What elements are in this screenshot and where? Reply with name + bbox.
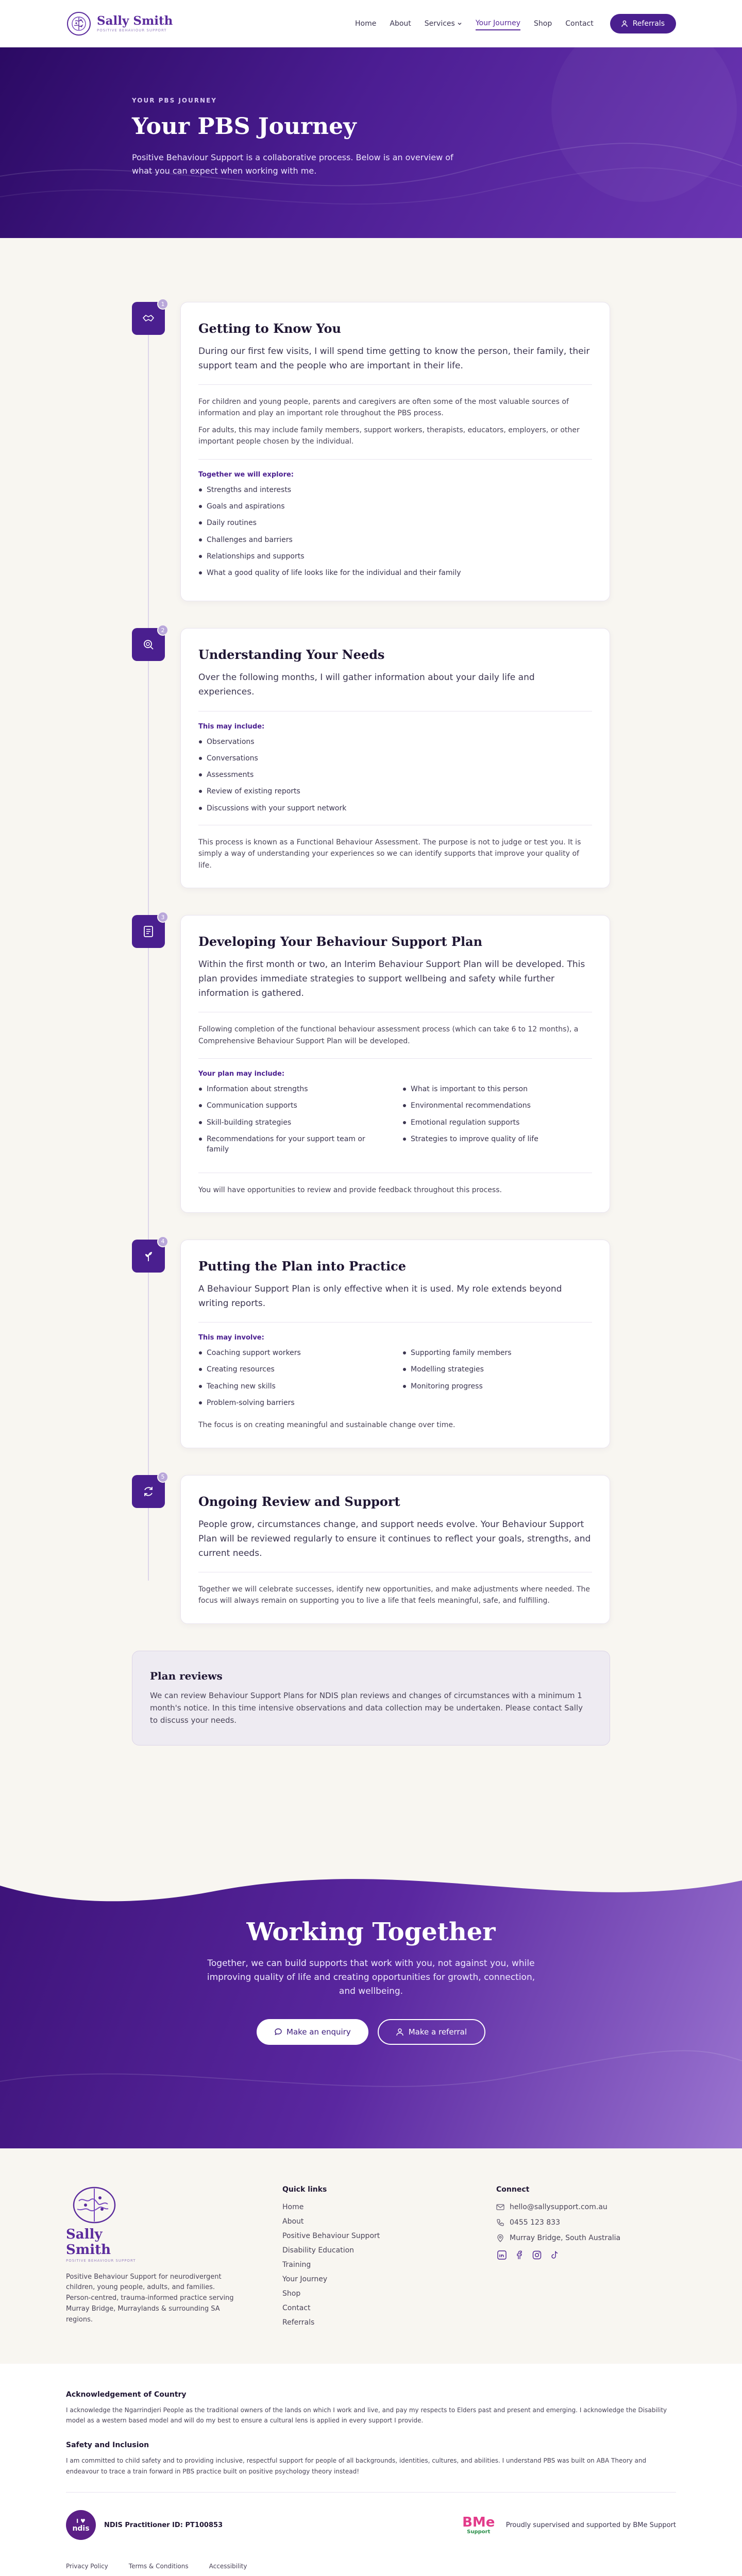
step-card <box>180 1475 610 1624</box>
make-referral-button[interactable] <box>378 2019 485 2045</box>
footer-email[interactable] <box>496 2203 671 2211</box>
step-list <box>402 1084 592 1161</box>
chevron-down-icon <box>457 21 462 26</box>
step-number: 2 <box>157 624 168 636</box>
journey-step <box>132 302 610 601</box>
step-lead: A Behaviour Support Plan is only effective when it is used. My role extends beyond writing reports. <box>198 1283 562 1309</box>
footer-description: Positive Behaviour Support for neurodivergent children, young people, adults, and families. Person-centred, trauma-informed practice serving Murray Bridge, Murraylands & surrounding SA regions. <box>66 2273 234 2324</box>
step-list <box>198 1348 388 1414</box>
ndis-logo-heart-text: I ♥ <box>76 2517 86 2524</box>
list-item: Teaching new skills <box>198 1381 388 1392</box>
user-plus-icon <box>621 20 629 27</box>
footer-link-home[interactable]: Home <box>282 2202 304 2211</box>
make-enquiry-label: Make an enquiry <box>286 2027 351 2037</box>
step-paragraph: You will have opportunities to review and provide feedback throughout this process. <box>198 1185 502 1194</box>
list-item: Environmental recommendations <box>402 1100 592 1111</box>
list-item: Challenges and barriers <box>198 535 592 545</box>
nav-your-journey[interactable]: Your Journey <box>476 17 520 30</box>
list-item: Conversations <box>198 753 592 764</box>
list-item: Modelling strategies <box>402 1364 592 1375</box>
step-icon-box <box>132 915 165 948</box>
document-icon <box>142 925 155 938</box>
step-subheading: This may involve: <box>198 1334 264 1342</box>
list-item: Assessments <box>198 770 592 780</box>
step-number: 1 <box>157 298 168 310</box>
list-item: Strategies to improve quality of life <box>402 1134 592 1144</box>
footer-link-shop[interactable]: Shop <box>282 2289 301 2298</box>
step-list <box>198 485 592 579</box>
ack-text: I acknowledge the Ngarrindjeri People as the traditional owners of the lands on which I work and live, and pay my respects to Elders past and present and emerging. I acknowledge the Disability model as a western based model and will do my best to ensure a cultural lens is applied in every support I provide. <box>66 2406 667 2424</box>
step-card <box>180 302 610 601</box>
footer-link-contact[interactable]: Contact <box>282 2303 311 2312</box>
journey-step <box>132 1240 610 1448</box>
connect-heading: Connect <box>496 2185 530 2194</box>
bme-logo-sub: Support <box>467 2529 491 2535</box>
site-footer <box>0 2148 742 2576</box>
footer-logo[interactable] <box>66 2185 138 2263</box>
hero-banner <box>0 47 742 238</box>
footer-link-pbs[interactable]: Positive Behaviour Support <box>282 2231 380 2240</box>
user-plus-icon <box>396 2028 404 2036</box>
referrals-label: Referrals <box>632 19 665 28</box>
facebook-icon[interactable] <box>514 2249 525 2261</box>
map-pin-icon <box>496 2234 504 2242</box>
footer-phone[interactable] <box>496 2218 671 2227</box>
main-nav <box>355 14 676 33</box>
refresh-icon <box>142 1485 155 1498</box>
accreditation-logos <box>66 2492 676 2557</box>
list-item: What is important to this person <box>402 1084 592 1094</box>
step-title: Putting the Plan into Practice <box>198 1258 407 1274</box>
list-item: Daily routines <box>198 518 592 528</box>
search-icon <box>142 638 155 651</box>
quick-links-heading: Quick links <box>282 2185 327 2194</box>
step-icon-box <box>132 628 165 661</box>
step-icon-box <box>132 1475 165 1508</box>
list-item: Review of existing reports <box>198 786 592 796</box>
ndis-practitioner-id: NDIS Practitioner ID: PT100853 <box>104 2521 223 2529</box>
list-item: What a good quality of life looks like for the individual and their family <box>198 568 592 578</box>
list-item: Skill-building strategies <box>198 1117 388 1128</box>
list-item: Information about strengths <box>198 1084 388 1094</box>
handshake-icon <box>142 312 155 325</box>
list-item: Observations <box>198 737 592 747</box>
step-lead: During our first few visits, I will spend time getting to know the person, their family, their support team and the people who are important in their life. <box>198 346 590 371</box>
step-title: Getting to Know You <box>198 321 341 336</box>
step-icon-box <box>132 302 165 335</box>
nav-home[interactable]: Home <box>355 19 377 28</box>
list-item: Supporting family members <box>402 1348 592 1358</box>
list-item: Coaching support workers <box>198 1348 388 1358</box>
divider <box>198 1322 592 1323</box>
journey-step <box>132 915 610 1213</box>
cta-section <box>0 1860 742 2148</box>
privacy-policy-link[interactable]: Privacy Policy <box>66 2563 108 2570</box>
list-item: Relationships and supports <box>198 551 592 562</box>
safety-title: Safety and Inclusion <box>66 2441 149 2450</box>
footer-logo-tagline: POSITIVE BEHAVIOUR SUPPORT <box>66 2258 136 2263</box>
footer-location <box>496 2234 671 2242</box>
step-paragraph: For children and young people, parents and caregivers are often some of the most valuable sources of information and play an important role throughout the PBS process. <box>198 398 569 418</box>
email-text: hello@sallysupport.com.au <box>510 2202 608 2211</box>
bme-support-logo <box>459 2510 499 2540</box>
step-paragraph: Together we will celebrate successes, identify new opportunities, and make adjustments where needed. The focus will always remain on supporting you to live a life that feels meaningful, safe, and fulfilling. <box>198 1585 590 1605</box>
step-paragraph: For adults, this may include family members, support workers, therapists, educators, employers, or other important people chosen by the individual. <box>198 426 580 446</box>
step-list <box>198 1084 388 1161</box>
list-item: Emotional regulation supports <box>402 1117 592 1128</box>
acknowledgement-section <box>0 2364 742 2576</box>
safety-text: I am committed to child safety and to providing inclusive, respectful support for people of all backgrounds, identities, cultures, and abilities. I understand PBS was built on ABA Theory and endeavour to trace a train forward in PBS practice built on positive psychology theory instead! <box>66 2457 647 2475</box>
brain-logo-icon <box>66 11 92 37</box>
list-item: Recommendations for your support team or family <box>198 1134 388 1155</box>
step-number: 5 <box>157 1471 168 1483</box>
list-item: Communication supports <box>198 1100 388 1111</box>
step-title: Ongoing Review and Support <box>198 1494 400 1509</box>
journey-timeline <box>132 238 610 1745</box>
step-lead: People grow, circumstances change, and support needs evolve. Your Behaviour Support Plan will be reviewed regularly to ensure it continues to reflect your goals, strengths, and current needs. <box>198 1519 591 1558</box>
logo-tagline: POSITIVE BEHAVIOUR SUPPORT <box>97 28 167 33</box>
footer-link-referrals[interactable]: Referrals <box>282 2318 315 2327</box>
phone-icon <box>496 2218 504 2227</box>
step-paragraph: This process is known as a Functional Behaviour Assessment. The purpose is not to judge or test you. It is simply a way of understanding your experiences so we can identify supports that improve your quality of life. <box>198 838 581 870</box>
instagram-icon[interactable] <box>531 2249 543 2261</box>
step-title: Understanding Your Needs <box>198 647 385 663</box>
step-lead: Within the first month or two, an Interim Behaviour Support Plan will be developed. This plan provides immediate strategies to support wellbeing and safety while further information is gathered. <box>198 959 585 999</box>
chat-bubble-icon <box>274 2028 282 2036</box>
site-header <box>0 0 742 47</box>
ndis-logo <box>66 2510 96 2540</box>
list-item: Strengths and interests <box>198 485 592 495</box>
divider <box>198 1058 592 1059</box>
step-number: 3 <box>157 911 168 923</box>
step-title: Developing Your Behaviour Support Plan <box>198 934 483 950</box>
nav-services[interactable] <box>425 18 462 30</box>
nav-shop[interactable]: Shop <box>534 19 552 28</box>
tiktok-icon[interactable] <box>549 2249 560 2261</box>
step-subheading: Together we will explore: <box>198 470 294 479</box>
mail-icon <box>496 2204 504 2211</box>
site-logo[interactable] <box>66 11 173 37</box>
journey-step <box>132 628 610 888</box>
step-card <box>180 915 610 1213</box>
sprout-icon <box>142 1249 155 1263</box>
legal-links <box>66 2557 676 2576</box>
nav-about[interactable]: About <box>390 19 411 28</box>
step-subheading: Your plan may include: <box>198 1070 285 1078</box>
make-enquiry-button[interactable] <box>257 2019 368 2045</box>
journey-step <box>132 1475 610 1624</box>
plan-reviews-text: We can review Behaviour Support Plans for NDIS plan reviews and changes of circumstances with a minimum 1 month's notice. In this time intensive observations and data collection may be undertaken. Please contact Sally to discuss your needs. <box>150 1690 583 1725</box>
step-icon-box <box>132 1240 165 1273</box>
terms-link[interactable]: Terms & Conditions <box>128 2563 189 2570</box>
list-item: Monitoring progress <box>402 1381 592 1392</box>
phone-text: 0455 123 833 <box>510 2218 560 2227</box>
accessibility-link[interactable]: Accessibility <box>209 2563 247 2570</box>
step-lead: Over the following months, I will gather information about your daily life and experiences. <box>198 672 535 698</box>
step-list <box>402 1348 592 1414</box>
plan-reviews-title: Plan reviews <box>150 1669 223 1682</box>
nav-services-label: Services <box>424 19 455 28</box>
logo-name: Sally Smith <box>97 13 173 28</box>
social-links <box>496 2249 671 2261</box>
list-item: Discussions with your support network <box>198 803 592 814</box>
footer-link-about[interactable]: About <box>282 2217 304 2226</box>
step-card <box>180 628 610 888</box>
cta-title: Working Together <box>246 1917 496 1946</box>
cta-text: Together, we can build supports that work with you, not against you, while improving quality of life and creating opportunities for growth, connection, and wellbeing. <box>207 1958 535 1996</box>
step-paragraph: Following completion of the functional behaviour assessment process (which can take 6 to 12 months), a Comprehensive Behaviour Support Plan will be developed. <box>198 1025 579 1045</box>
hero-eyebrow: YOUR PBS JOURNEY <box>132 97 217 104</box>
hero-description: Positive Behaviour Support is a collaborative process. Below is an overview of what you can expect when working with me. <box>132 152 453 176</box>
make-referral-label: Make a referral <box>408 2027 467 2037</box>
step-number: 4 <box>157 1236 168 1247</box>
linkedin-icon[interactable] <box>496 2249 508 2261</box>
list-item: Problem-solving barriers <box>198 1398 388 1408</box>
plan-reviews-box <box>132 1651 610 1745</box>
bme-support-text: Proudly supervised and supported by BMe Support <box>505 2521 676 2529</box>
referrals-button[interactable] <box>610 14 676 33</box>
footer-link-training[interactable]: Training <box>282 2260 311 2269</box>
location-text: Murray Bridge, South Australia <box>510 2233 621 2242</box>
nav-contact[interactable]: Contact <box>565 19 594 28</box>
ack-title: Acknowledgement of Country <box>66 2390 187 2399</box>
list-item: Goals and aspirations <box>198 501 592 512</box>
divider <box>198 459 592 460</box>
step-subheading: This may include: <box>198 722 265 731</box>
footer-logo-name: Sally Smith <box>66 2226 111 2258</box>
footer-link-disability-education[interactable]: Disability Education <box>282 2246 355 2255</box>
page-title: Your PBS Journey <box>132 113 357 140</box>
step-card <box>180 1240 610 1448</box>
step-list <box>198 737 592 814</box>
brain-logo-icon <box>66 2185 123 2227</box>
bme-logo-text: BMe <box>462 2514 495 2530</box>
divider <box>198 384 592 385</box>
footer-link-your-journey[interactable]: Your Journey <box>282 2275 328 2283</box>
list-item: Creating resources <box>198 1364 388 1375</box>
ndis-logo-text: ndis <box>72 2524 90 2533</box>
step-paragraph: The focus is on creating meaningful and sustainable change over time. <box>198 1421 456 1430</box>
